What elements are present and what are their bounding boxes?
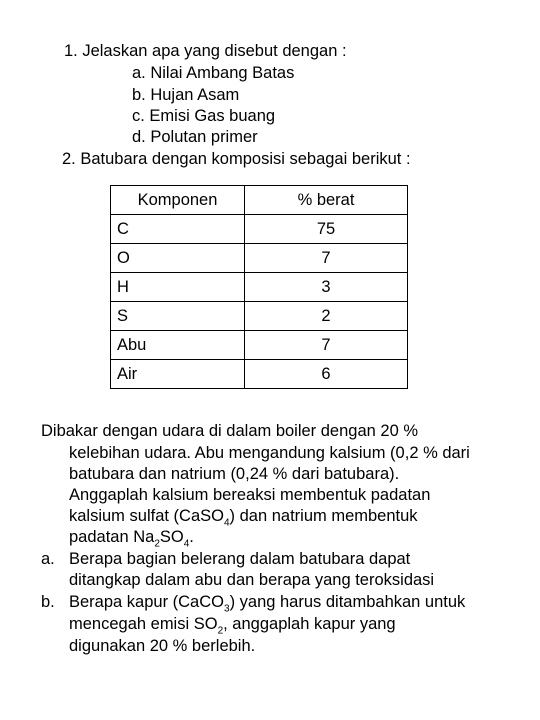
table-cell-weight: 2 (245, 302, 408, 331)
table-cell-component: Abu (111, 331, 245, 360)
table-header-component: Komponen (111, 186, 245, 215)
paragraph-line-3: batubara dan natrium (0,24 % dari batubara). (69, 465, 400, 483)
subquestion-b-line-2: mencegah emisi $SO_2$, anggaplah kapur yang (69, 615, 396, 637)
subquestion-a-line-1: Berapa bagian belerang dalam batubara dapat (69, 550, 411, 568)
subquestion-b-marker: b. (41, 593, 55, 611)
table-cell-component: O (111, 244, 245, 273)
question-1-title: 1. Jelaskan apa yang disebut dengan : (64, 42, 347, 60)
composition-table (110, 185, 408, 389)
table-row (111, 273, 408, 302)
paragraph-line-2: kelebihan udara. Abu mengandung kalsium (0,2 % dari (69, 444, 470, 462)
question-1-item-b: b. Hujan Asam (132, 86, 240, 104)
table-row (111, 215, 408, 244)
paragraph-line-6: padatan $Na_2SO_4$. (69, 528, 194, 550)
subquestion-b-line-3: digunakan 20 % berlebih. (69, 637, 256, 655)
table-header-row (111, 186, 408, 215)
table-cell-component: H (111, 273, 245, 302)
table-cell-component: C (111, 215, 245, 244)
paragraph-line-5: kalsium sulfat (CaSO$_4$) dan natrium membentuk (69, 507, 418, 529)
paragraph-line-4: Anggaplah kalsium bereaksi membentuk padatan (69, 486, 431, 504)
subquestion-a-marker: a. (41, 550, 55, 568)
table-cell-weight: 7 (245, 331, 408, 360)
question-1-item-c: c. Emisi Gas buang (132, 107, 276, 125)
table-cell-component: S (111, 302, 245, 331)
table-cell-weight: 6 (245, 360, 408, 389)
question-1-item-d: d. Polutan primer (132, 128, 258, 146)
subquestion-b-line-1: Berapa kapur (CaCO$_3$) yang harus ditambahkan untuk (69, 593, 466, 615)
table-cell-weight: 75 (245, 215, 408, 244)
table-header-weight: % berat (245, 186, 408, 215)
question-1-item-a: a. Nilai Ambang Batas (132, 64, 295, 82)
table-cell-weight: 7 (245, 244, 408, 273)
question-2-title: 2. Batubara dengan komposisi sebagai berikut : (62, 150, 411, 168)
table-cell-weight: 3 (245, 273, 408, 302)
table-row (111, 360, 408, 389)
table-cell-component: Air (111, 360, 245, 389)
table-row (111, 302, 408, 331)
table-row (111, 244, 408, 273)
paragraph-line-1: Dibakar dengan udara di dalam boiler dengan 20 % (41, 422, 419, 440)
table-row (111, 331, 408, 360)
subquestion-a-line-2: ditangkap dalam abu dan berapa yang teroksidasi (69, 571, 435, 589)
